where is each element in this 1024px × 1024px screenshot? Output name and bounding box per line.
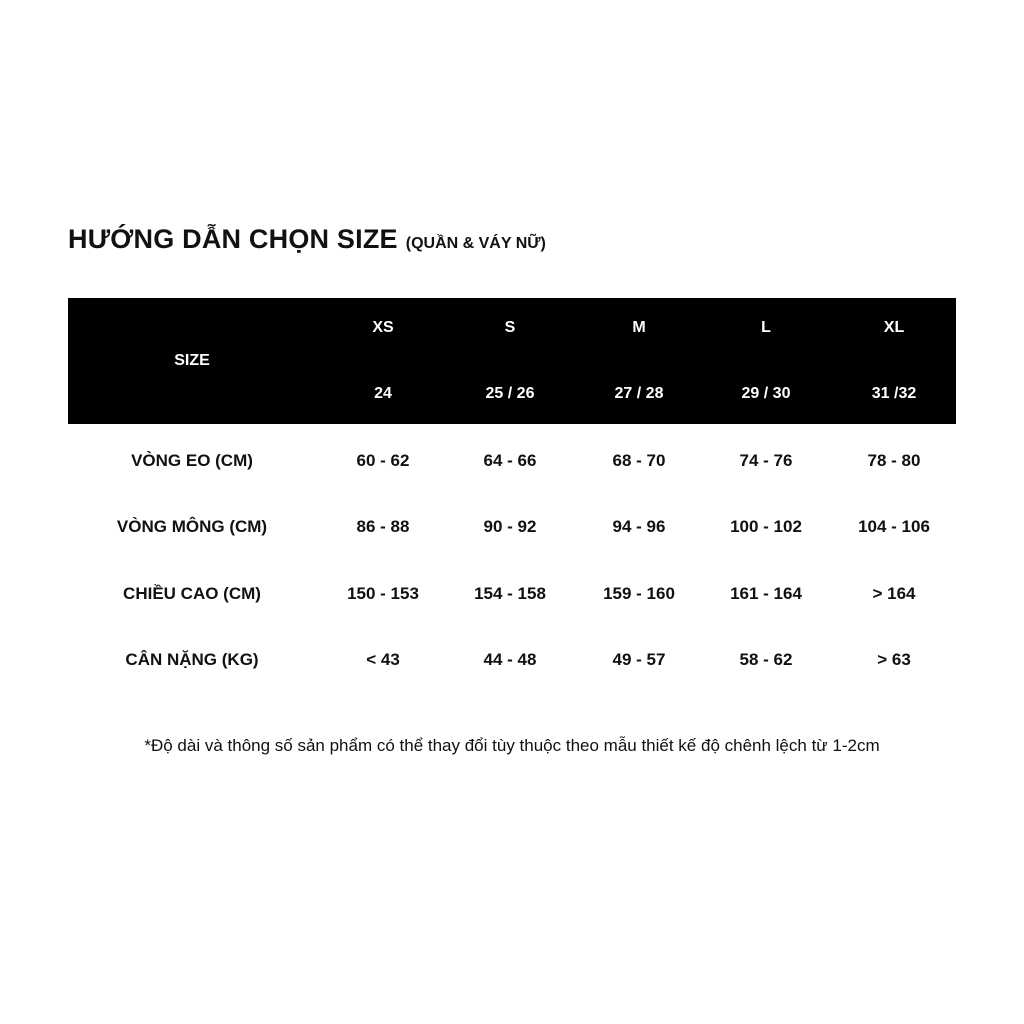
table-cell: < 43 (366, 650, 400, 669)
table-cell: 154 - 158 (474, 584, 546, 603)
table-cell: 60 - 62 (356, 451, 410, 470)
table-cell: 68 - 70 (612, 451, 666, 470)
title-subtitle: (QUẦN & VÁY NỮ) (405, 235, 546, 252)
table-cell: 58 - 62 (739, 650, 793, 669)
page-title (68, 224, 546, 255)
title-main: HƯỚNG DẪN CHỌN SIZE (68, 224, 398, 254)
header-size-m: M (632, 319, 646, 336)
header-size-label: SIZE (174, 352, 210, 369)
table-cell: > 63 (877, 650, 911, 669)
header-size-xs: XS (372, 319, 394, 336)
header-number-xs: 24 (374, 385, 392, 402)
table-cell: 74 - 76 (739, 451, 793, 470)
header-number-m: 27 / 28 (614, 385, 664, 402)
table-cell: 100 - 102 (730, 517, 802, 536)
header-size-s: S (504, 319, 516, 336)
table-cell: 78 - 80 (867, 451, 921, 470)
header-size-xl: XL (883, 319, 905, 336)
row-label: VÒNG EO (CM) (131, 451, 253, 470)
header-number-xl: 31 /32 (871, 385, 917, 402)
table-cell: 90 - 92 (483, 517, 537, 536)
table-cell: 49 - 57 (612, 650, 666, 669)
header-size-l: L (761, 319, 771, 336)
row-label: CÂN NẶNG (KG) (125, 650, 259, 669)
footnote: *Độ dài và thông số sản phẩm có thể thay đổi tùy thuộc theo mẫu thiết kế độ chênh lệch từ 1-2cm (144, 736, 880, 755)
table-cell: 94 - 96 (612, 517, 666, 536)
size-table-header (68, 298, 956, 424)
table-cell: 44 - 48 (483, 650, 537, 669)
table-cell: 161 - 164 (730, 584, 802, 603)
row-label: VÒNG MÔNG (CM) (116, 517, 268, 536)
table-cell: 64 - 66 (483, 451, 537, 470)
header-number-l: 29 / 30 (741, 385, 791, 402)
table-cell: 104 - 106 (858, 517, 930, 536)
row-label: CHIỀU CAO (CM) (123, 584, 261, 603)
table-cell: > 164 (872, 584, 916, 603)
header-number-s: 25 / 26 (485, 385, 535, 402)
table-cell: 150 - 153 (347, 584, 419, 603)
table-cell: 159 - 160 (603, 584, 675, 603)
table-cell: 86 - 88 (356, 517, 410, 536)
